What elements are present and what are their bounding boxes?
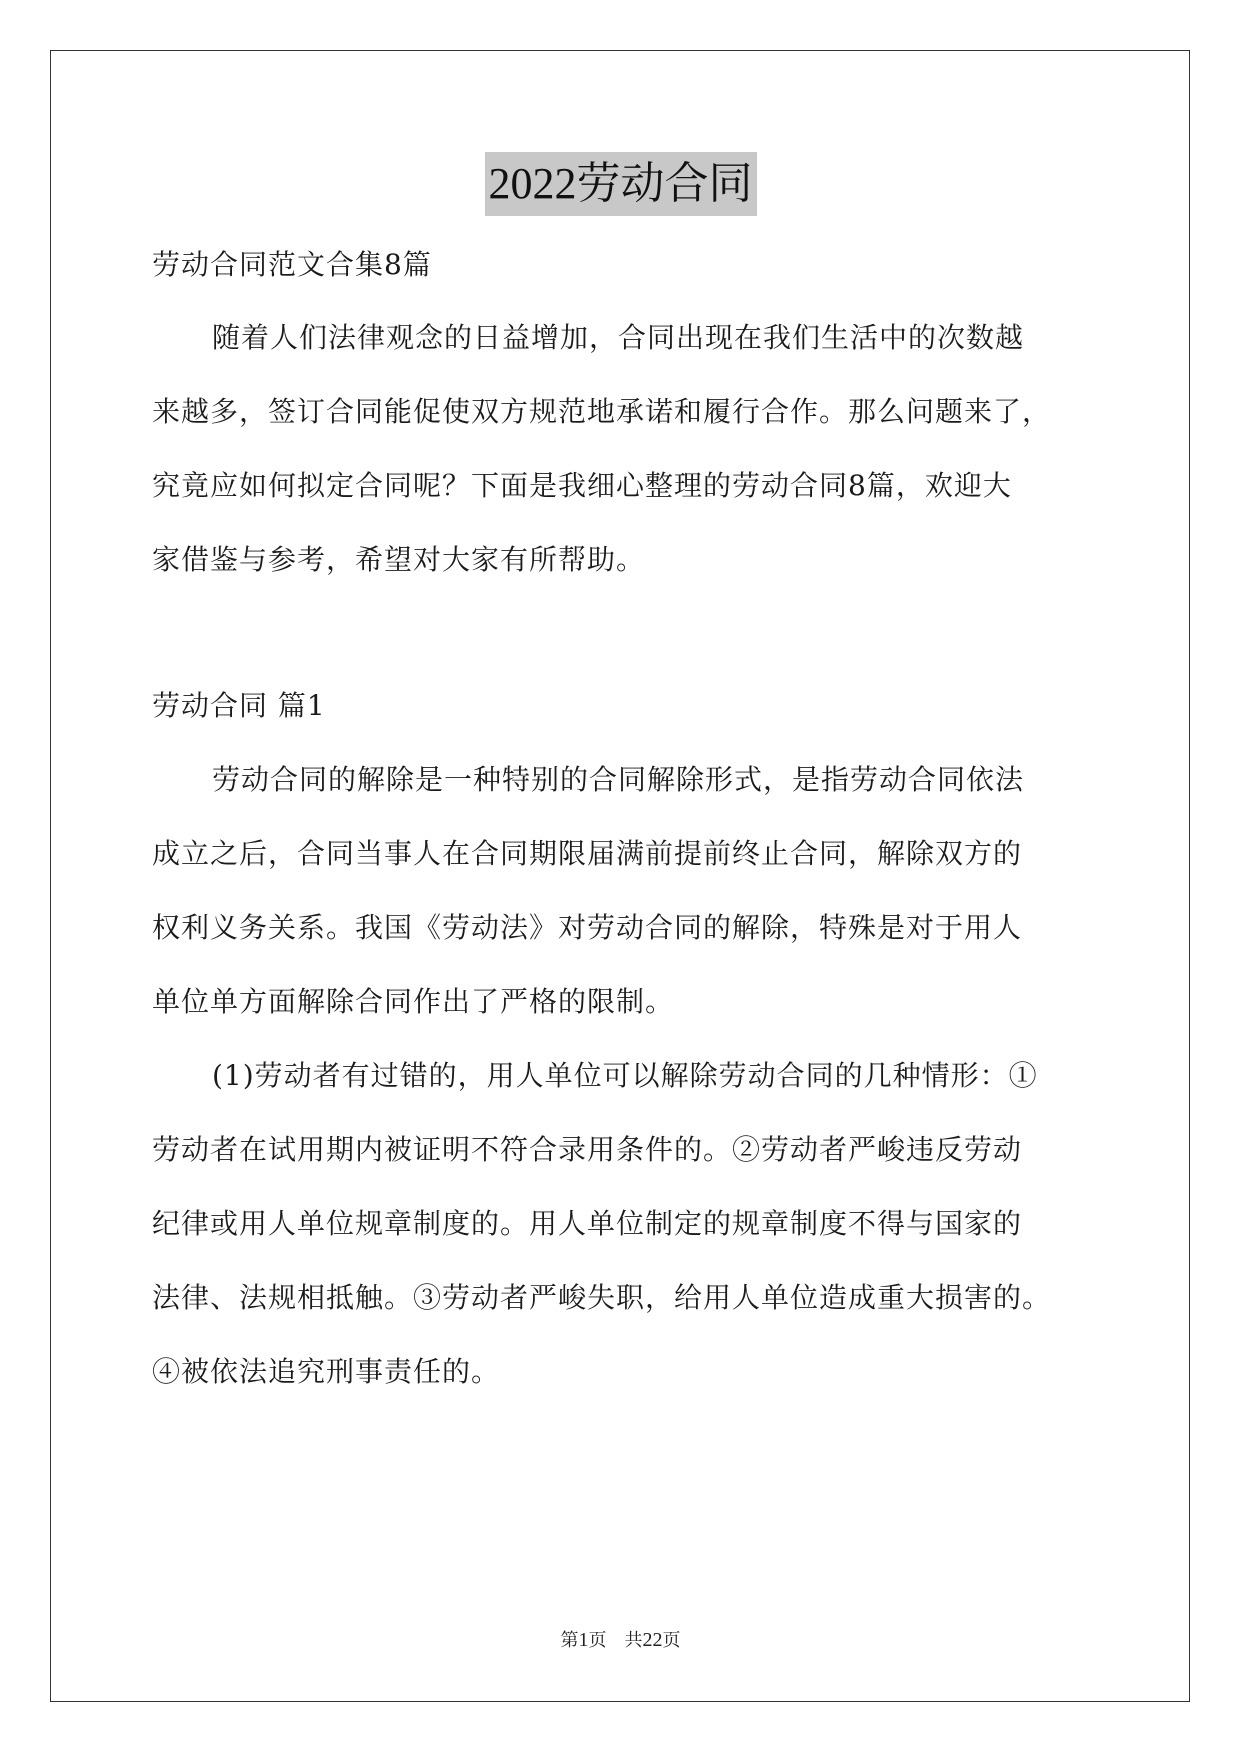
current-page-number: 1 (578, 1629, 589, 1651)
paragraph-line: 来越多，签订合同能促使双方规范地承诺和履行合作。那么问题来了， (152, 395, 1052, 428)
paragraph-line: 随着人们法律观念的日益增加，合同出现在我们生活中的次数越 (212, 321, 1025, 354)
paragraph-line: 单位单方面解除合同作出了严格的限制。 (152, 985, 675, 1018)
document-title: 2022劳动合同 (485, 152, 757, 216)
page-prefix: 第 (560, 1630, 579, 1650)
total-page-count: 22 (642, 1629, 663, 1651)
page-footer (0, 1628, 1241, 1652)
paragraph-line: 劳动者在试用期内被证明不符合录用条件的。②劳动者严峻违反劳动 (152, 1133, 1023, 1166)
total-suffix: 页 (662, 1630, 681, 1650)
paragraph-line: 法律、法规相抵触。③劳动者严峻失职，给用人单位造成重大损害的。 (152, 1281, 1052, 1314)
paragraph-line: 家借鉴与参考，希望对大家有所帮助。 (152, 543, 646, 576)
paragraph-line: 纪律或用人单位规章制度的。用人单位制定的规章制度不得与国家的 (152, 1207, 1023, 1240)
page-border (50, 50, 1190, 1702)
paragraph-line: 权利义务关系。我国《劳动法》对劳动合同的解除，特殊是对于用人 (152, 911, 1023, 944)
paragraph-line: 劳动合同的解除是一种特别的合同解除形式，是指劳动合同依法 (212, 763, 1025, 796)
paragraph-line: ④被依法追究刑事责任的。 (152, 1355, 501, 1388)
page-suffix: 页 (588, 1630, 607, 1650)
paragraph-line: 成立之后，合同当事人在合同期限届满前提前终止合同，解除双方的 (152, 837, 1023, 870)
section-heading: 劳动合同 篇1 (152, 689, 326, 722)
paragraph-line: (1)劳动者有过错的，用人单位可以解除劳动合同的几种情形：① (212, 1059, 1038, 1092)
subtitle: 劳动合同范文合集8篇 (152, 248, 432, 281)
total-prefix: 共 (624, 1630, 643, 1650)
title-container (0, 152, 1241, 216)
paragraph-line: 究竟应如何拟定合同呢？下面是我细心整理的劳动合同8篇，欢迎大 (152, 469, 1012, 502)
